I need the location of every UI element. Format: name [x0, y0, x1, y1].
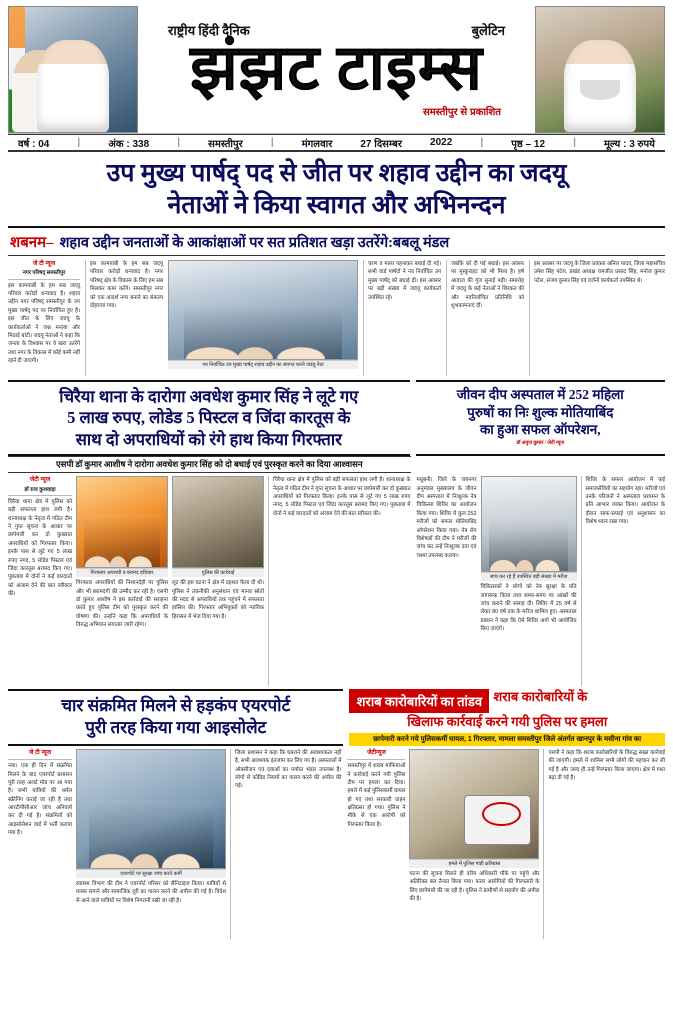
- issue-pages-value: 12: [533, 138, 546, 150]
- mid-right-col-1-text: मधुबनी। जिले के जयनगर अनुमंडल मुख्यालय के जीवन दीप अस्पताल में निःशुल्क नेत्र चिकित्सा शिविर का आयोजन किया गया। शिविर में कुल 252 मरीजों को सफल मोतियाबिंद ऑपरेशन किया गया। नेत्र रोग विशेषज्ञों की टीम ने मरीजों की जांच कर उन्हें निःशुल्क दवा एवं चश्मा उपलब्ध कराया।: [416, 477, 477, 559]
- bottom-left-col-3-text: जिला प्रशासन ने कहा कि घबराने की आवश्यकता नहीं है, सभी आवश्यक इंतजाम कर लिए गए हैं। अस्पतालों में ऑक्सीजन एवं दवाओं का पर्याप्त भंडार उपलब्ध है। लोगों से कोविड नियमों का पालन करने की अपील की गई।: [235, 749, 342, 790]
- issue-year-value: 04: [38, 138, 50, 150]
- bottom-right-headline: [349, 689, 665, 746]
- mid-right-subnote: डॉ अनुज कुमार / जेटी न्यूज: [516, 440, 565, 446]
- issue-year-label: वर्ष :: [18, 138, 36, 150]
- byline-name: जे टी न्यूज: [32, 261, 56, 267]
- mid-right-headline-line2: पुरुषों का निः शुल्क मोतियाबिंद: [467, 404, 614, 420]
- masthead: [8, 6, 665, 134]
- bottom-right-article: [347, 749, 665, 939]
- masthead-title-block: [142, 6, 531, 133]
- newspaper-title: झंझट टाइम्स: [190, 33, 483, 104]
- bottom-right-red-banner: शराब कारोबारियों का तांडव: [349, 689, 489, 713]
- mid-left-photo-block-2: [172, 476, 264, 686]
- mid-right-col-3-text: शिविर के सफल आयोजन में कई समाजसेवियों का सहयोग रहा। मरीजों एवं उनके परिजनों ने अस्पताल प्रशासन के प्रति आभार व्यक्त किया। आयोजन के दौरान साफ-सफाई एवं अनुशासन का विशेष ध्यान रखा गया।: [585, 477, 665, 526]
- bottom-right-col-1: [347, 749, 405, 939]
- mid-right-col-3: [581, 476, 665, 686]
- mid-left-col-4: [268, 476, 411, 686]
- lead-col-5-text: इस अवसर पर जदयू के जिला प्रवक्ता अनिल यादव, जिला महासचिव उमेश सिंह पटेल, प्रखंड अध्यक्ष रामजीत प्रसाद सिंह, मनोज कुमार पटेल, संजय कुमार सिंह एवं दर्जनों कार्यकर्ता उपस्थित थे।: [534, 261, 665, 284]
- mid-left-headline-line2: 5 लाख रुपए, लोडेड 5 पिस्टल व जिंदा कारतूस के: [67, 408, 351, 428]
- bottom-left-photo: [76, 749, 226, 869]
- mid-left-strap: एसपी डॉ कुमार आशीष ने दारोगा अवधेश कुमार सिंह को दो बधाई एवं पुरस्कृत करने का दिया आश्वासन: [8, 456, 411, 473]
- bottom-left-headline-line2: पुरी तरह किया गया आइसोलेट: [85, 718, 267, 738]
- masthead-left-photo: [8, 6, 138, 133]
- bottom-left-col-1-text: नया। एक ही दिन में संक्रमित मिलने के बाद एयरपोर्ट प्रशासन पूरी तरह अलर्ट मोड पर आ गया है। सभी यात्रियों की थर्मल स्क्रीनिंग कराई जा रही है तथा आरटीपीसीआर जांच अनिवार्य कर दी गई है। संक्रमितों को आइसोलेशन वार्ड में भर्ती कराया गया है।: [8, 763, 72, 837]
- bottom-right-photo-caption: हमले में पुलिस गाड़ी क्षतिग्रस्त: [409, 859, 539, 868]
- sep: |: [177, 137, 181, 148]
- issue-day: मंगलवार: [301, 138, 333, 150]
- lead-col-1-text: इस कामयाबी के हम सब जदयू परिवार करोड़ों धन्यवाद है। शहाव उद्दीन नगर परिषद् समस्तीपुर के उप मुख्य पार्षद् पद पर निर्वाचित हुए हैं। इस जीत के लिए जदयू के कार्यकर्ताओं ने जश्न मनाया और मिठाई बांटी। जदयू नेताओं ने कहा कि जनता के विश्वास पर वे खरा उतरेंगे तथा नगर के विकास में कोई कमी नहीं रहने दी जाएगी।: [8, 282, 80, 365]
- mid-right-col-1: [417, 476, 477, 686]
- lead-col-4: [446, 260, 524, 376]
- middle-headline-row: [8, 380, 665, 456]
- lead-col-3: [363, 260, 441, 376]
- sep: |: [77, 137, 81, 148]
- issue-date: 27 दिसम्बर: [360, 138, 402, 150]
- lead-col-3-text: चरण व माला पहनाकर बधाई दी गई। सभी वार्ड पार्षदों ने नव निर्वाचित उप मुख्य पार्षद् को बधाई दी। इस अवसर पर बड़ी संख्या में जदयू कार्यकर्ता उपस्थित रहे।: [368, 261, 441, 301]
- mid-left-col-3: लूट की इस घटना ने क्षेत्र में दहशत फैला दी थी। पुलिस ने तकनीकी अनुसंधान एवं मानव स्रोतों की मदद से अपराधियों तक पहुंचने में सफलता हासिल की। गिरफ्तार अभियुक्तों को न्यायिक हिरासत में भेज दिया गया है।: [172, 580, 264, 620]
- issue-price-label: मूल्य :: [603, 138, 627, 150]
- mid-right-photo-block: [481, 476, 577, 686]
- mid-right-headline: [416, 380, 665, 456]
- byline-name: जेटीन्यूज: [367, 749, 386, 756]
- bottom-body-row: [8, 749, 665, 939]
- lead-headline: [8, 152, 665, 228]
- lead-photo-block: [168, 260, 358, 376]
- issue-price-value: 3 रुपये: [629, 138, 655, 150]
- photo-highlight-circle: [482, 802, 520, 826]
- bottom-left-col-3: [230, 749, 341, 939]
- mid-right-headline-line3: का हुआ सफल ऑपरेशन,: [479, 422, 601, 438]
- mid-right-article: [417, 476, 665, 686]
- lead-photo-caption: नव निर्वाचित उप मुख्य पार्षद् शहाव उद्दीन का स्वागत करते जदयू नेता: [168, 360, 358, 369]
- bottom-headline-row: [8, 689, 665, 746]
- byline-name: जेटी न्यूज: [29, 477, 51, 484]
- photo-detail: [580, 80, 621, 100]
- mid-left-col-2: गिरफ्तार अपराधियों की निशानदेही पर पुलिस और भी बरामदगी की उम्मीद कर रही है। एसपी डॉ कुमार आशीष ने इस कार्रवाई की सराहना करते हुए पुलिस टीम को पुरस्कृत करने की घोषणा की। उन्होंने कहा कि अपराधियों के विरुद्ध अभियान लगातार जारी रहेगा।: [76, 580, 168, 629]
- issue-place: समस्तीपुर: [208, 138, 243, 150]
- sep: |: [270, 137, 274, 148]
- bottom-left-headline: [8, 689, 343, 746]
- lead-subheadline-text: शहाव उद्दीन जनताओं के आकांक्षाओं पर सत प्रतिशत खड़ा उतरेंगे:बबलू मंडल: [59, 235, 450, 251]
- mid-left-headline-line1: चिरैया थाना के दारोगा अवधेश कुमार सिंह ने लूटे गए: [59, 387, 359, 406]
- bottom-right-col-3: [543, 749, 665, 939]
- mid-left-col-1: [8, 476, 72, 686]
- issue-number-label: अंक :: [108, 138, 130, 150]
- issue-price: [604, 136, 655, 150]
- lead-headline-line1: उप मुख्य पार्षद् पद से जीत पर शहाव उद्दीन का जदयू: [106, 160, 567, 187]
- bottom-left-col-2: स्वास्थ्य विभाग की टीम ने एयरपोर्ट परिसर को सैनिटाइज किया। यात्रियों से मास्क लगाने और सामाजिक दूरी का पालन करने की अपील की गई है। विदेश से आने वाले यात्रियों पर विशेष निगरानी रखी जा रही है।: [76, 880, 226, 904]
- bottom-right-photo-block: [409, 749, 539, 939]
- bottom-right-headline-line1: शराब कारोबारियों के: [493, 689, 588, 705]
- lead-byline: [8, 260, 80, 280]
- issue-pages: [511, 136, 545, 150]
- mid-right-col-2: चिकित्सकों ने लोगों को नेत्र सुरक्षा के प्रति जागरूक किया तथा समय-समय पर आंखों की जांच कराने की सलाह दी। शिविर में 25 वर्ष से लेकर 80 वर्ष तक के मरीज शामिल हुए। अस्पताल प्रबंधन ने कहा कि ऐसे शिविर आगे भी आयोजित किए जाएंगे।: [480, 584, 577, 633]
- bottom-left-photo-block: [76, 749, 226, 939]
- mid-left-photo-caption-1: गिरफ्तार अपराधी व बरामद हथियार: [76, 568, 168, 577]
- sep: |: [480, 137, 484, 148]
- issue-number: [108, 136, 149, 150]
- byline-name: जे टी न्यूज: [28, 749, 52, 756]
- lead-col-2: [85, 260, 163, 376]
- bottom-right-yellow-strip: छापेमारी करने गये पुलिसकर्मी घायल, 1 गिरफ्तार, मामला समस्तीपुर जिले अंतर्गत खानपुर के मसीना गांव का: [349, 733, 665, 746]
- mid-right-photo: [481, 476, 577, 572]
- bottom-left-byline: [8, 749, 72, 760]
- mid-left-col-1-text: चिरैया थाना क्षेत्र में पुलिस को बड़ी सफलता हाथ लगी है। थानाध्यक्ष के नेतृत्व में गठित टीम ने गुप्त सूचना के आधार पर छापेमारी कर दो कुख्यात अपराधियों को गिरफ्तार किया। इनके पास से लूटे गए 5 लाख रुपए नगद, 5 लोडेड पिस्टल एवं जिंदा कारतूस बरामद किए गए। पूछताछ में दोनों ने कई वारदातों को अंजाम देने की बात स्वीकार की।: [8, 498, 72, 598]
- bottom-left-photo-caption: एयरपोर्ट पर सुरक्षा जांच करते कर्मी: [76, 869, 226, 878]
- lead-photo: [168, 260, 358, 360]
- bottom-right-byline: [347, 749, 405, 760]
- mid-right-headline-line1: जीवन दीप अस्पताल में 252 महिला: [456, 387, 624, 402]
- mid-left-article: [8, 476, 411, 686]
- mid-right-photo-caption: जांच कर रहे हैं उपस्थित बड़ी संख्या में मरीज: [481, 572, 577, 581]
- lead-article: [8, 256, 665, 376]
- masthead-right-photo: [535, 6, 665, 133]
- photo-figure: [37, 40, 109, 133]
- bottom-right-headline-line2: खिलाफ कार्रवाई करने गयी पुलिस पर हमला: [407, 714, 608, 730]
- lead-col-1: [8, 260, 80, 376]
- lead-col-4-text: जबकि को दी गई बधाई। इस अवसर पर मुस्कुराहट को भी मिला है। हर्ष आवाज़ की गूंज सुनाई पड़ी। समारोह में जदयू के कई नेताओं ने शिरकत की और नवनिर्वाचित प्रतिनिधि को शुभकामनाएं दीं।: [451, 261, 524, 309]
- mid-left-photo-2: [172, 476, 264, 568]
- issue-pages-label: पृष्ठ –: [511, 138, 532, 150]
- mid-left-byline: [8, 476, 72, 496]
- mid-left-headline: [8, 380, 410, 456]
- sep: |: [573, 137, 576, 148]
- masthead-kicker-right: बुलेटिन: [471, 23, 505, 39]
- mid-left-col-4-text: चिरैया थाना क्षेत्र में पुलिस को बड़ी सफलता हाथ लगी है। थानाध्यक्ष के नेतृत्व में गठित टीम ने गुप्त सूचना के आधार पर छापेमारी कर दो कुख्यात अपराधियों को गिरफ्तार किया। इनके पास से लूटे गए 5 लाख रुपए नगद, 5 लोडेड पिस्टल एवं जिंदा कारतूस बरामद किए गए। पूछताछ में दोनों ने कई वारदातों को अंजाम देने की बात स्वीकार की।: [273, 477, 411, 517]
- bottom-left-col-1: [8, 749, 72, 939]
- lead-col-5: [529, 260, 665, 376]
- bottom-right-col-1-text: समस्तीपुर में शराब माफियाओं ने कार्रवाई करने गयी पुलिस टीम पर हमला कर दिया। हमले में कई पुलिसकर्मी घायल हो गए तथा सरकारी वाहन क्षतिग्रस्त हो गया। पुलिस ने मौके से एक आरोपी को गिरफ्तार किया है।: [347, 763, 406, 828]
- mid-left-headline-line3: साथ दो अपराधियों को रंगे हाथ किया गिरफ्तार: [75, 429, 342, 449]
- mid-strap-row: [8, 456, 665, 473]
- bottom-right-col-3-text: एसपी ने कहा कि शराब कारोबारियों के विरुद्ध सख्त कार्रवाई की जाएगी। हमले में शामिल सभी लोगों की पहचान कर ली गई है और जल्द ही उन्हें गिरफ्तार किया जाएगा। क्षेत्र में गश्त बढ़ा दी गई है।: [548, 749, 665, 782]
- bottom-right-col-2: घटना की सूचना मिलते ही वरीय अधिकारी मौके पर पहुंचे और अतिरिक्त बल तैनात किया गया। फरार आरोपियों की गिरफ्तारी के लिए छापेमारी की जा रही है। पुलिस ने ग्रामीणों से सहयोग की अपील की है।: [409, 870, 540, 903]
- issue-number-value: 338: [132, 138, 150, 150]
- bottom-right-photo: [409, 749, 539, 859]
- byline-sub: नगर परिषद् समस्तीपुर: [22, 270, 66, 277]
- issue-info-bar: [8, 134, 665, 152]
- masthead-kicker-left: राष्ट्रीय हिंदी दैनिक: [168, 23, 250, 39]
- lead-headline-line2: नेताओं ने किया स्वागत और अभिनन्दन: [167, 192, 506, 219]
- bottom-left-headline-line1: चार संक्रमित मिलने से हड़कंप एयरपोर्ट: [61, 696, 291, 716]
- byline-sub: डॉ राज कुशवाहा: [24, 486, 56, 493]
- lead-subheadline-tag: शबनम–: [10, 235, 54, 251]
- lead-subheadline: [8, 228, 665, 256]
- lead-col-2-text: इस कामयाबी के हम सब जदयू परिवार करोड़ों धन्यवाद है। नगर परिषद् क्षेत्र के विकास के लिए हम सब मिलकर काम करेंगे। समस्तीपुर नगर को एक आदर्श नगर बनाने का संकल्प दोहराया गया।: [90, 261, 163, 309]
- bottom-left-article: [8, 749, 341, 939]
- middle-body-row: [8, 476, 665, 686]
- mid-left-photo-caption-2: पुलिस की कार्रवाई: [172, 568, 264, 577]
- masthead-tagline: समस्तीपुर से प्रकाशित: [422, 106, 501, 118]
- mid-left-photo-block-1: [76, 476, 168, 686]
- issue-year: [18, 136, 49, 150]
- issue-year-full: 2022: [430, 137, 453, 148]
- mid-left-photo-1: [76, 476, 168, 568]
